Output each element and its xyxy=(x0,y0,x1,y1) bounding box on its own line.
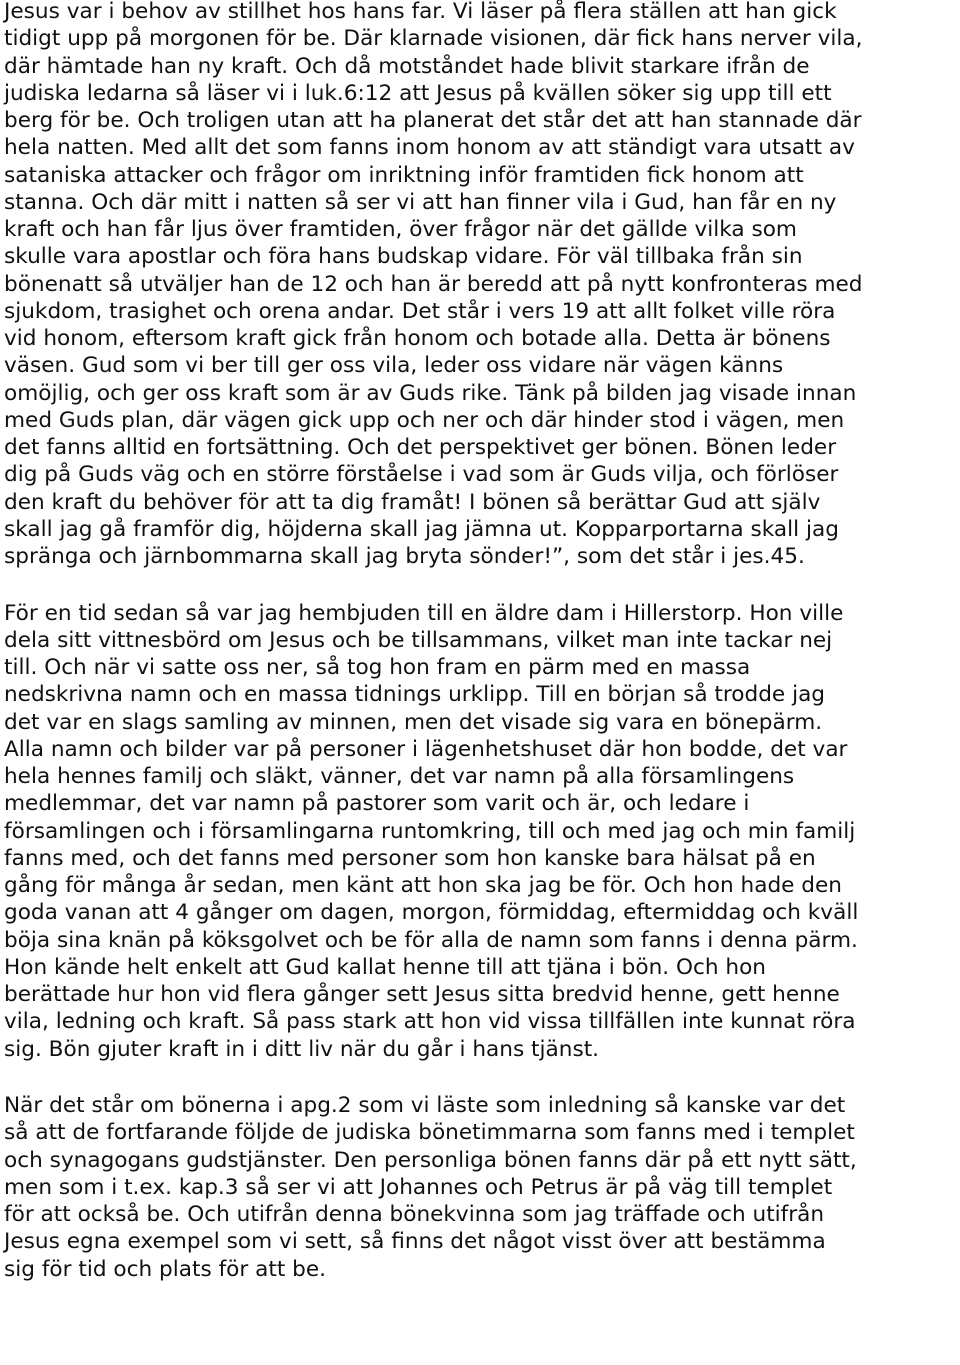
text-line: vila, ledning och kraft. Så pass stark att hon vid vissa tillfällen inte kunnat röra xyxy=(4,1009,856,1035)
text-line: spränga och järnbommarna skall jag bryta sönder!”, som det står i jes.45. xyxy=(4,544,805,569)
text-line: tidigt upp på morgonen för be. Där klarnade visionen, där fick hans nerver vila, xyxy=(4,26,863,52)
text-line: församlingen och i församlingarna runtomkring, till och med jag och min familj xyxy=(4,818,856,844)
text-line: Alla namn och bilder var på personer i lägenhetshuset där hon bodde, det var xyxy=(4,736,848,762)
text-line: Hon kände helt enkelt att Gud kallat henne till att tjäna i bön. Och hon xyxy=(4,954,766,980)
text-line: skulle vara apostlar och föra hans budskap vidare. För väl tillbaka från sin xyxy=(4,244,803,270)
text-line: dig på Guds väg och en större förståelse i vad som är Guds vilja, och förlöser xyxy=(4,462,839,488)
text-line: det var en slags samling av minnen, men det visade sig vara en bönepärm. xyxy=(4,709,823,735)
paragraph-1 xyxy=(4,0,960,571)
text-line: så att de fortfarande följde de judiska bönetimmarna som fanns med i templet xyxy=(4,1120,855,1146)
text-line: den kraft du behöver för att ta dig framåt! I bönen så berättar Gud att själv xyxy=(4,489,821,515)
text-line: Jesus egna exempel som vi sett, så finns det något visst över att bestämma xyxy=(4,1229,826,1255)
text-line: kraft och han får ljus över framtiden, över frågor när det gällde vilka som xyxy=(4,217,797,242)
text-line: omöjlig, och ger oss kraft som är av Guds rike. Tänk på bilden jag visade innan xyxy=(4,380,857,406)
text-line: gång för många år sedan, men känt att hon ska jag be för. Och hon hade den xyxy=(4,873,842,898)
text-line: hela hennes familj och släkt, vänner, det var namn på alla församlingens xyxy=(4,764,795,789)
text-line: fanns med, och det fanns med personer som hon kanske bara hälsat på en xyxy=(4,845,816,871)
text-line: med Guds plan, där vägen gick upp och ner och där hinder stod i vägen, men xyxy=(4,407,845,433)
text-line: sjukdom, trasighet och orena andar. Det står i vers 19 att allt folket ville röra xyxy=(4,298,836,324)
text-line: bönenatt så utväljer han de 12 och han är beredd att på nytt konfronteras med xyxy=(4,271,863,297)
text-line: goda vanan att 4 gånger om dagen, morgon, förmiddag, eftermiddag och kväll xyxy=(4,900,859,926)
text-line: men som i t.ex. kap.3 så ser vi att Johannes och Petrus är på väg till templet xyxy=(4,1174,833,1200)
text-line: När det står om bönerna i apg.2 som vi läste som inledning så kanske var det xyxy=(4,1093,846,1118)
text-line: för att också be. Och utifrån denna bönekvinna som jag träffade och utifrån xyxy=(4,1202,825,1227)
text-line: till. Och när vi satte oss ner, så tog hon fram en pärm med en massa xyxy=(4,655,751,680)
text-line: berättade hur hon vid flera gånger sett Jesus sitta bredvid henne, gett henne xyxy=(4,982,840,1007)
text-line: sataniska attacker och frågor om inriktning inför framtiden fick honom att xyxy=(4,162,804,188)
text-line: nedskrivna namn och en massa tidnings urklipp. Till en början så trodde jag xyxy=(4,682,826,708)
text-line: judiska ledarna så läser vi i luk.6:12 att Jesus på kvällen söker sig upp till ett xyxy=(4,80,832,106)
paragraph-spacer xyxy=(4,571,960,600)
text-line: där hämtade han ny kraft. Och då motståndet hade blivit starkare ifrån de xyxy=(4,53,810,79)
text-line: skall jag gå framför dig, höjderna skall jag jämna ut. Kopparportarna skall jag xyxy=(4,516,839,542)
text-line: medlemmar, det var namn på pastorer som varit och är, och ledare i xyxy=(4,791,750,817)
text-line: vid honom, eftersom kraft gick från honom och botade alla. Detta är bönens xyxy=(4,326,831,351)
text-line: väsen. Gud som vi ber till ger oss vila, leder oss vidare när vägen känns xyxy=(4,353,784,379)
text-line: sig. Bön gjuter kraft in i ditt liv när du går i hans tjänst. xyxy=(4,1036,600,1062)
text-line: böja sina knän på köksgolvet och be för alla de namn som fanns i denna pärm. xyxy=(4,927,858,953)
text-line: dela sitt vittnesbörd om Jesus och be tillsammans, vilket man inte tackar nej xyxy=(4,627,833,653)
text-line: Jesus var i behov av stillhet hos hans far. Vi läser på flera ställen att han gick xyxy=(4,0,837,24)
text-line: berg för be. Och troligen utan att ha planerat det står det att han stannade där xyxy=(4,108,862,133)
text-line: sig för tid och plats för att be. xyxy=(4,1256,327,1282)
text-line: hela natten. Med allt det som fanns inom honom av att ständigt vara utsatt av xyxy=(4,135,855,161)
paragraph-2 xyxy=(4,599,960,1064)
paragraph-3 xyxy=(4,1091,960,1284)
text-line: det fanns alltid en fortsättning. Och det perspektivet ger bönen. Bönen leder xyxy=(4,435,837,460)
paragraph-spacer xyxy=(4,1064,960,1093)
text-line: För en tid sedan så var jag hembjuden till en äldre dam i Hillerstorp. Hon ville xyxy=(4,600,844,626)
text-line: stanna. Och där mitt i natten så ser vi att han finner vila i Gud, han får en ny xyxy=(4,189,837,215)
text-line: och synagogans gudstjänster. Den personliga bönen fanns där på ett nytt sätt, xyxy=(4,1147,857,1173)
